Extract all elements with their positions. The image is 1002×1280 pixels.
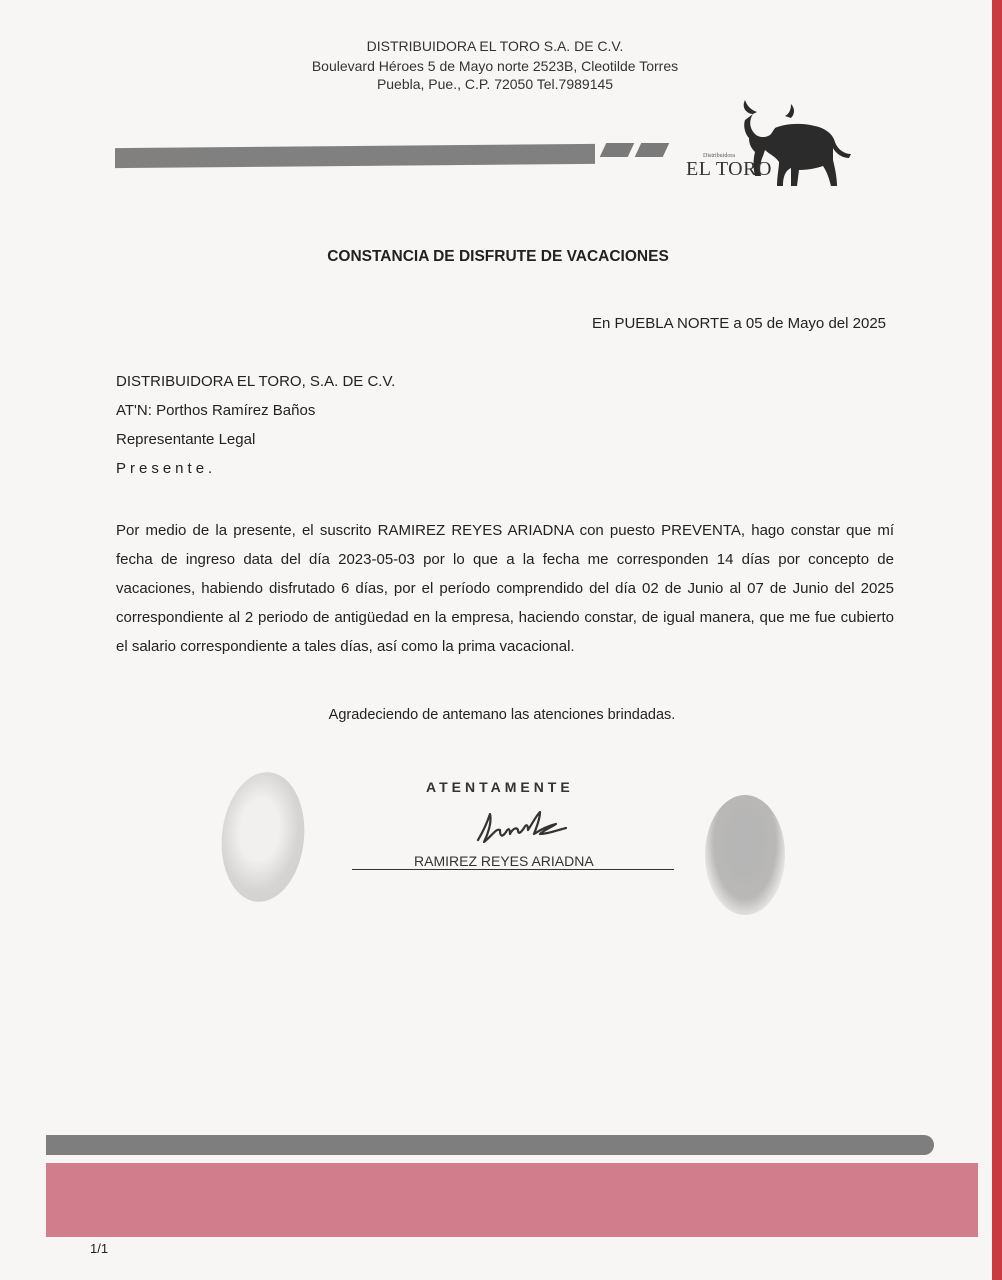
logo-text: EL TORO — [686, 158, 772, 180]
header-gray-bar — [115, 144, 595, 168]
footer-gray-bar — [46, 1135, 934, 1155]
signature-line — [352, 869, 674, 870]
logo-small-text: Distribuidora — [703, 153, 735, 159]
recipient-company: DISTRIBUIDORA EL TORO, S.A. DE C.V. — [116, 373, 396, 390]
right-fingerprint — [705, 795, 785, 915]
page-number: 1/1 — [90, 1241, 109, 1256]
recipient-role: Representante Legal — [116, 431, 256, 448]
signer-name: RAMIREZ REYES ARIADNA — [414, 853, 594, 869]
document-title: CONSTANCIA DE DISFRUTE DE VACACIONES — [327, 248, 669, 265]
body-paragraph: Por medio de la presente, el suscrito RAMIREZ REYES ARIADNA con puesto PREVENTA, hago constar que mí fecha de ingreso data del día 2023-05-03 por lo que a la fecha me corresponden 14 días por concepto de vacaciones, habiendo disfrutado 6 días, por el período comprendido del día 02 de Junio al 07 de Junio del 2025 correspondiente al 2 periodo de antigüedad en la empresa, haciendo constar, de igual manera, que me fue cubierto el salario correspondiente a tales días, así como la prima vacacional. — [116, 522, 894, 655]
company-address-line1: Boulevard Héroes 5 de Mayo norte 2523B, Cleotilde Torres — [311, 58, 679, 74]
closing-atentamente: ATENTAMENTE — [426, 779, 574, 795]
footer-pink-bar — [46, 1163, 978, 1237]
recipient-attention: AT'N: Porthos Ramírez Baños — [116, 402, 316, 419]
red-page-edge — [992, 0, 1002, 1280]
place-date: En PUEBLA NORTE a 05 de Mayo del 2025 — [591, 315, 886, 332]
recipient-presente: Presente. — [116, 460, 217, 477]
thanks-line: Agradeciendo de antemano las atenciones brindadas. — [328, 707, 676, 723]
company-name-header: DISTRIBUIDORA EL TORO S.A. DE C.V. — [366, 38, 624, 54]
company-address-line2: Puebla, Pue., C.P. 72050 Tel.7989145 — [376, 76, 614, 92]
el-toro-logo — [683, 98, 858, 190]
handwritten-signature — [470, 800, 580, 850]
